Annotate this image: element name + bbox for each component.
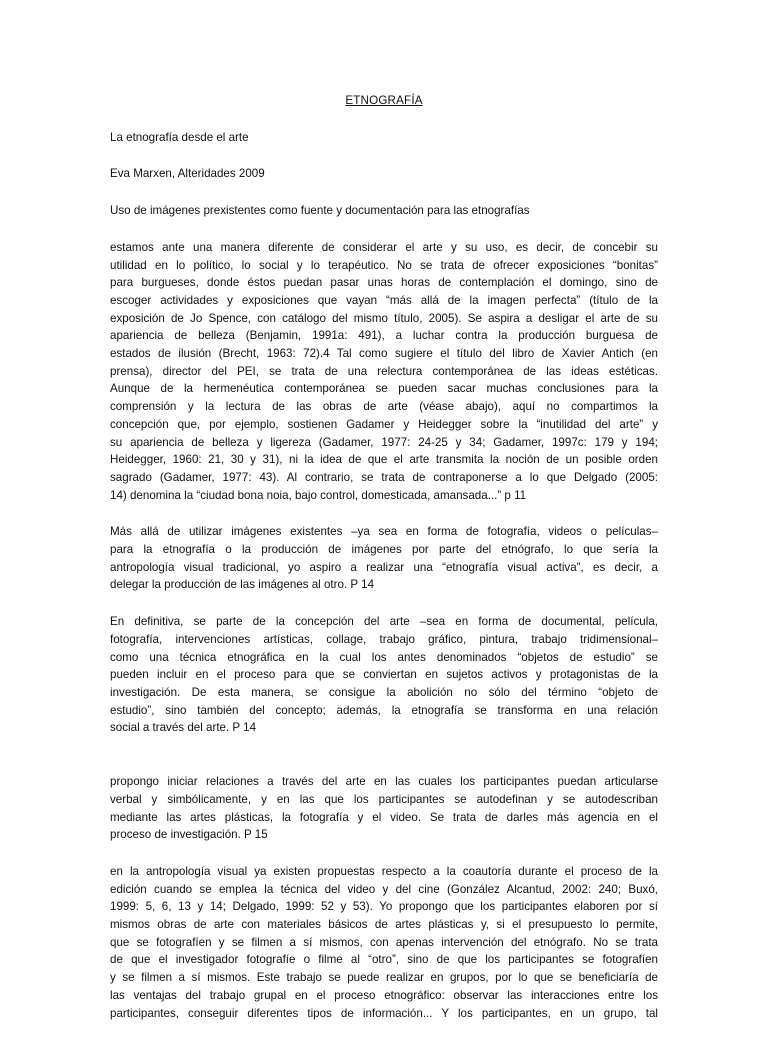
paragraph-line: antropología visual tradicional, yo aspiro a realizar una “etnografía visual activa”, es decir, a: [110, 560, 658, 574]
paragraph-line: sagrado (Gadamer, 1977: 43). Al contrario, se trata de contraponerse a lo que Delgado (2005:: [110, 470, 658, 484]
paragraph-line: apariencia de belleza (Benjamin, 1991a: 491), a luchar contra la producción burguesa de: [110, 329, 658, 343]
paragraph-line: para la etnografía o la producción de imágenes por parte del etnógrafo, lo que sería la: [110, 543, 658, 557]
paragraph-line: de que el investigador fotografíe o filme al “otro”, sino de que los participantes se fotografíen: [110, 953, 658, 967]
paragraph-line: exposición de Jo Spence, con catálogo del mismo título, 2005). Se aspira a desligar el arte de su: [110, 311, 658, 325]
paragraph-line: social a través del arte. P 14: [110, 721, 257, 735]
paragraph-line: en la antropología visual ya existen propuestas respecto a la coautoría durante el proceso de la: [110, 864, 658, 878]
paragraph-line: estamos ante una manera diferente de considerar el arte y su uso, es decir, de concebir su: [110, 240, 658, 254]
paragraph-line: delegar la producción de las imágenes al otro. P 14: [110, 578, 375, 592]
paragraph-line: su apariencia de belleza y ligereza (Gadamer, 1977: 24-25 y 34; Gadamer, 1997c: 179 y 194;: [110, 435, 658, 449]
paragraph-3: [110, 613, 658, 737]
paragraph-line: comprensión y la lectura de las obras de arte (véase abajo), aquí no compartimos la: [110, 400, 658, 414]
paragraph-line: 14) denomina la “ciudad bona noia, bajo control, domesticada, amansada...” p 11: [110, 488, 527, 502]
paragraph-line: prensa), director del PEI, se trata de una relectura contemporánea de las ideas estéticas.: [110, 364, 658, 378]
paragraph-line: edición cuando se emplea la técnica del video y del cine (González Alcantud, 2002: 240; Buxó,: [110, 882, 658, 896]
paragraph-line: Aunque de la hermenéutica contemporánea se pueden sacar muchas conclusiones para la: [110, 382, 658, 396]
document-title: ETNOGRAFÍA: [345, 94, 423, 107]
paragraph-2: [110, 523, 658, 594]
paragraph-4: [110, 773, 658, 844]
paragraph-line: participantes, conseguir diferentes tipos de información... Y los participantes, en un grupo, tal: [110, 1006, 658, 1020]
paragraph-line: que se fotografíen y se filmen a sí mismos, con apenas intervención del etnógrafo. No se trata: [110, 935, 658, 949]
author-citation: Eva Marxen, Alteridades 2009: [110, 167, 265, 181]
paragraph-line: escoger actividades y exposiciones que vayan “más allá de la imagen perfecta” (título de la: [110, 293, 658, 307]
paragraph-line: utilidad en lo político, lo social y lo terapéutico. No se trata de ofrecer exposiciones “bonitas”: [110, 258, 658, 272]
paragraph-line: Heidegger, 1960: 21, 30 y 31), ni la idea de que el arte transmita la noción de un posible orden: [110, 453, 658, 467]
document-subtitle: La etnografía desde el arte: [110, 130, 249, 144]
paragraph-line: y se filmen a sí mismos. Este trabajo se puede realizar en grupos, por lo que se beneficiaría de: [110, 971, 658, 985]
paragraph-line: verbal y simbólicamente, y en las que los participantes se autodefinan y se autodescriban: [110, 792, 658, 806]
paragraph-line: las ventajas del trabajo grupal en el proceso etnográfico: observar las interacciones entre los: [110, 988, 658, 1002]
paragraph-line: Más allá de utilizar imágenes existentes –ya sea en forma de fotografía, videos o películas–: [110, 525, 658, 539]
paragraph-line: estudio”, sino también del concepto; además, la etnografía se transforma en una relación: [110, 703, 658, 717]
paragraph-line: 1999: 5, 6, 13 y 14; Delgado, 1999: 52 y 53). Yo propongo que los participantes elaboren por sí: [110, 900, 658, 914]
paragraph-line: estados de ilusión (Brecht, 1963: 72).4 Tal como sugiere el título del libro de Xavier Antich (en: [110, 347, 658, 361]
paragraph-line: investigación. De esta manera, se consigue la abolición no sólo del término “objeto de: [110, 685, 658, 699]
topic-heading: Uso de imágenes prexistentes como fuente y documentación para las etnografías: [110, 204, 530, 218]
paragraph-line: concepción que, por ejemplo, sostienen Gadamer y Heidegger sobre la “inutilidad del arte” y: [110, 417, 658, 431]
paragraph-1: [110, 239, 658, 505]
paragraph-line: mediante las artes plásticas, la fotografía y el video. Se trata de darles más agencia en el: [110, 810, 658, 824]
paragraph-line: proceso de investigación. P 15: [110, 828, 268, 842]
paragraph-line: como una técnica etnográfica en la cual los antes denominados “objetos de estudio” se: [110, 650, 658, 664]
paragraph-line: fotografía, intervenciones artísticas, collage, trabajo gráfico, pintura, trabajo tridimensional–: [110, 632, 658, 646]
document-page: [110, 92, 658, 1041]
paragraph-line: mismos obras de arte con materiales básicos de artes plásticas y, si el presupuesto lo permite,: [110, 918, 658, 932]
paragraph-line: propongo iniciar relaciones a través del arte en las cuales los participantes puedan articularse: [110, 775, 658, 789]
paragraph-line: En definitiva, se parte de la concepción del arte –sea en forma de documental, película,: [110, 615, 658, 629]
paragraph-5: [110, 863, 658, 1022]
paragraph-line: pueden incluir en el proceso para que se conviertan en sujetos activos y protagonistas de la: [110, 668, 658, 682]
paragraph-line: para burgueses, donde éstos puedan pasar unas horas de contemplación el domingo, sino de: [110, 276, 658, 290]
